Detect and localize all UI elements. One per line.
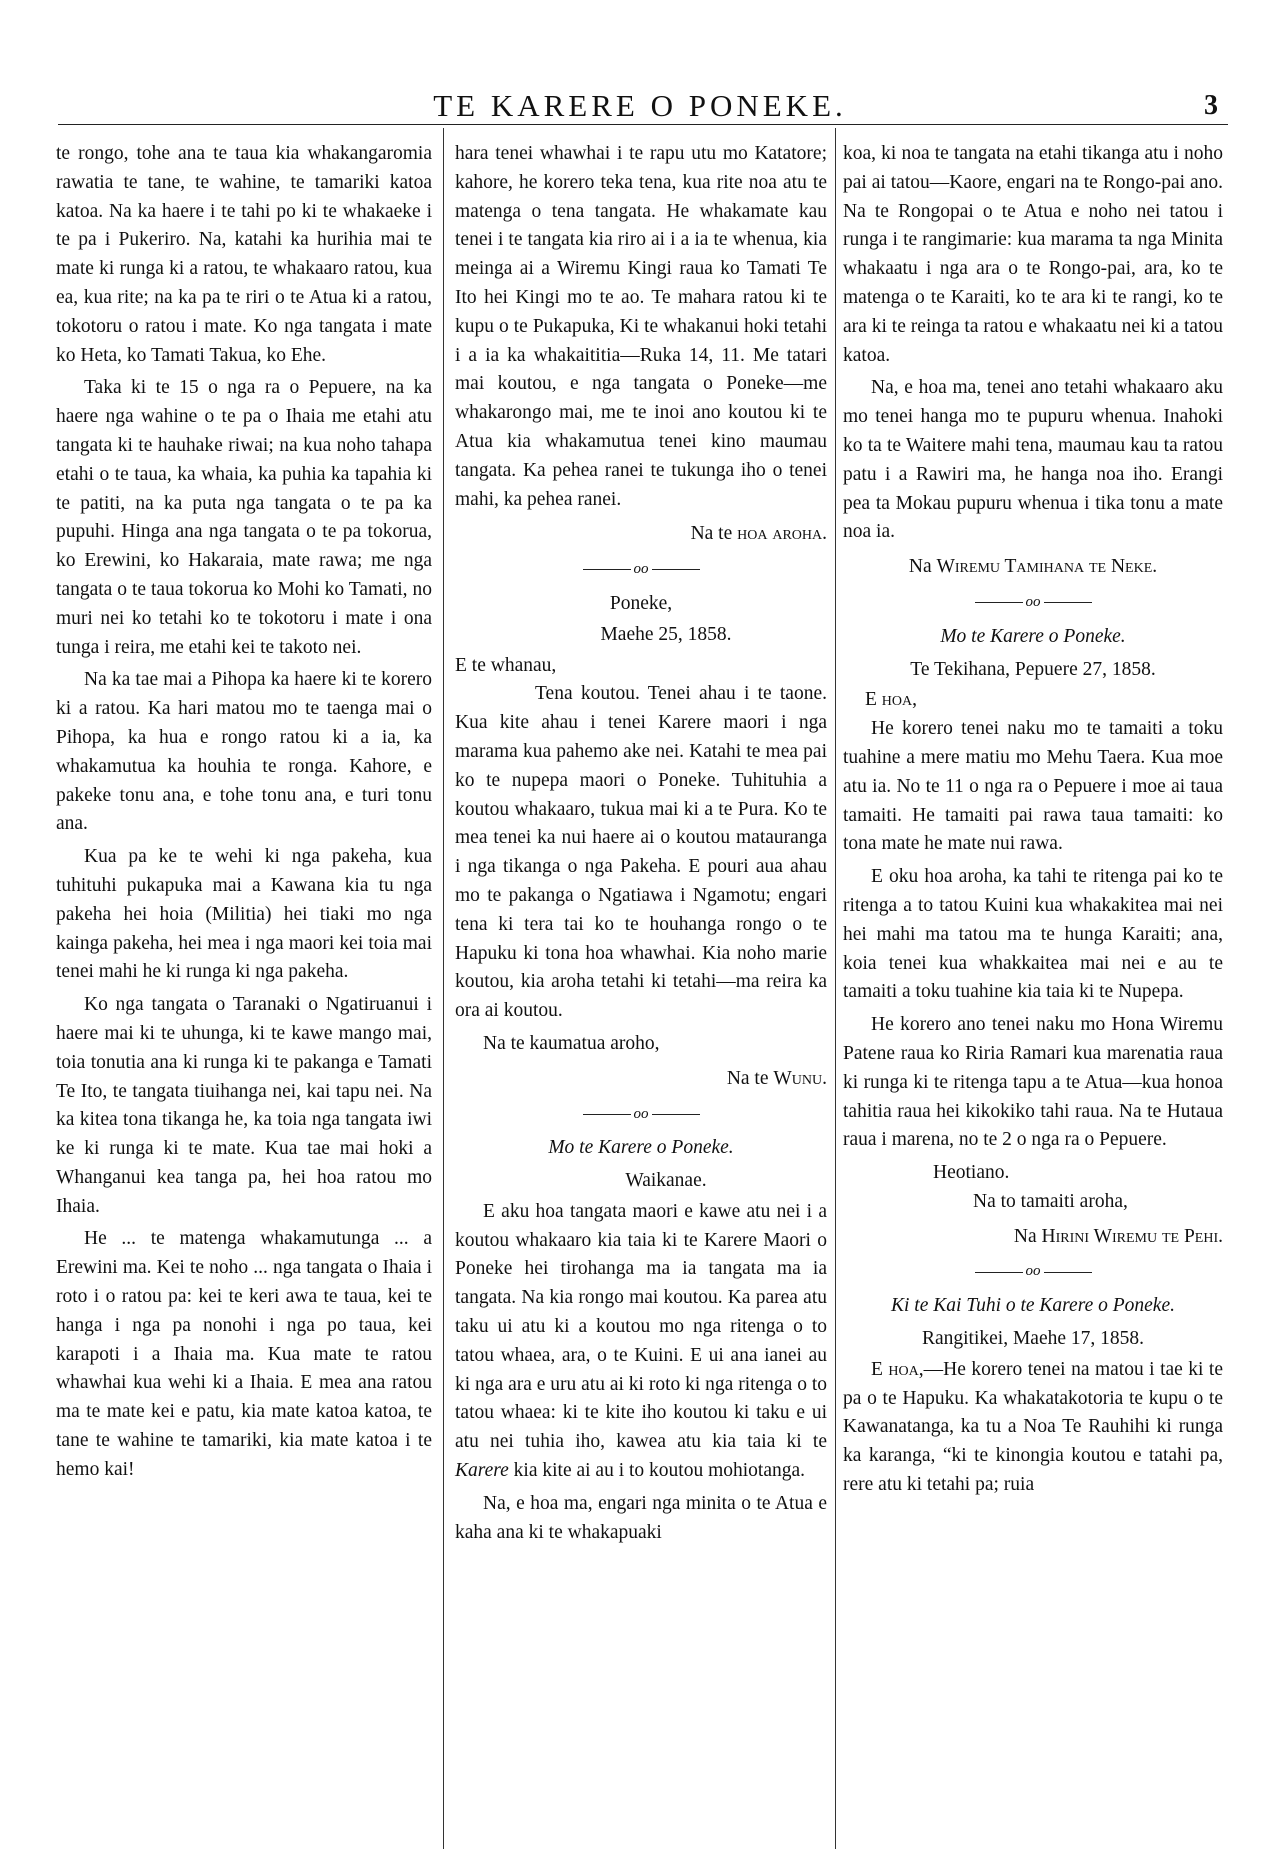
letter-heading: Mo te Karere o Poneke. xyxy=(548,1137,734,1159)
letter-heading: Ki te Kai Tuhi o te Karere o Poneke. xyxy=(891,1295,1175,1317)
greeting: E hoa, xyxy=(865,689,917,711)
signature xyxy=(843,553,1223,582)
paragraph: te rongo, tohe ana te taua kia whakangaromia rawatia te tane, te wahine, te tamariki katoa katoa. Na ka haere i te tahi po ki te whakaeke i te pa i Pukeriro. Na, katahi ka hurihia mai te mate ki runga ki a ratou, te whakaaro ratou, kua ea, kua rite; na ka pa te riri o te Atua ki a ratou, tokotoru o ratou i mate. Ko nga tangata i mate ko Heta, ko Tamati Takua, ko Ehe. xyxy=(56,143,432,366)
separator: oo xyxy=(455,555,827,584)
signature-lead: Na xyxy=(908,556,932,578)
page-number: 3 xyxy=(1204,90,1218,121)
separator: oo xyxy=(843,588,1223,617)
text: E aku hoa tangata maori e kawe atu nei i a koutou whakaaro kia taia ki te Karere Maori o Poneke hei tirohanga ma ia tangata ma ia tangata. Na kia rongo mai koutou. Ka parea atu taku ui atu ki a koutou mo nga ritenga o to tatou whaea, ara, o te Kuini. E ui ana ianei au ki nga ara e uru atu ai ki roto ki nga ritenga o to tatou whaea: ki te kite iho koutou ki taku e ui atu nei tuhia iho, kawea atu kia taia ki te xyxy=(455,1200,828,1453)
paragraph xyxy=(843,1356,1223,1500)
column-divider xyxy=(835,128,836,1849)
text: —He korero tenei na matou i tae ki te pa o te Hapuku. Ka whakatakotoria te kupu o te Kawanatanga, ka tu a Noa Te Rauhihi ki runga ka karanga, “ki te kinongia koutou e tatahi pa, rere atu ki tetahi pa; ruia xyxy=(843,1358,1223,1496)
column-1 xyxy=(56,140,432,1489)
emphasis: Karere xyxy=(455,1460,509,1482)
paragraph: Ko nga tangata o Taranaki o Ngatiruanui i haere mai ki te uhunga, ki te kawe mango mai, toia tonutia ana ki runga ki te pakanga e Tamati Te Ito, te tangata tiuihanga nei, kai tapu nei. Na ka kitea tona tikanga he, ka toia nga tangata iwi ke ki runga ki te mate. Kua tae mai hoki a Whanganui kea tanga pa, hei hoa ratou mo Ihaia. xyxy=(56,994,432,1217)
paragraph: koa, ki noa te tangata na etahi tikanga atu i noho pai ai tatou—Kaore, engari na te Rongo-pai ano. Na te Rongopai o te Atua e noho nei tatou i runga i te rangimarie: kua marama ta nga Minita whakaatu i nga ara o te Rongo-pai, ara, ko te matenga o te Karaiti, ko te ara ki te rangi, ko te ara ki te reinga ta ratou e whakaatu nei ki a tatou katoa. xyxy=(843,143,1223,366)
paragraph: He korero tenei naku mo te tamaiti a toku tuahine a mere matiu mo Mehu Taera. Kua moe atu ia. No te 11 o nga ra o Pepuere i moe ai taua tamaiti. He tamaiti pai rawa taua tamaiti: ko tona mate he mate nui rawa. xyxy=(843,718,1223,855)
greeting: E te whanau, xyxy=(455,654,557,676)
greeting: E hoa, xyxy=(871,1358,924,1380)
paragraph: E oku hoa aroha, ka tahi te ritenga pai ko te ritenga a to tatou Kuini kua whakakitea mai nei hei mahi ma tatou ma te hunga Karaiti; ana, koia tenei kua whakkaitea mai nei e au te tamaiti a toku tuahine kia taia ki te Nupepa. xyxy=(843,866,1223,1003)
column-3 xyxy=(843,140,1223,1504)
signature xyxy=(455,520,827,549)
paragraph: Kua pa ke te wehi ki nga pakeha, kua tuhituhi pukapuka mai a Kawana kia tu nga pakeha hei hoia (Militia) hei tiaki mo nga kainga pakeha, hei mea i nga maori kei toia mai tenei mahi he ki runga ki nga pakeha. xyxy=(56,846,432,983)
dateline-place: Waikanae. xyxy=(625,1170,707,1192)
paragraph: hara tenei whawhai i te rapu utu mo Katatore; kahore, he korero teka tena, kua rite noa atu te matenga o tena tangata. He whakamate kau tenei i te tangata kia riro ai i a ia te whenua, kia meinga ai a Wiremu Kingi raua ko Tamati Te Ito hei Kingi mo te ao. Te mahara ratou ki te kupu o te Pukapuka, Ki te whakanui hoki tetahi i a ia ka whakaititia—Ruka 14, 11. Me tatari mai koutou, e nga tangata o Poneke—me whakarongo mai, me te inoi ano koutou ki te Atua kia whakamutua tenei kino maumau tangata. Ka pehea ranei te tukunga iho o tenei mahi, ka pehea ranei. xyxy=(455,143,827,510)
dateline: Te Tekihana, Pepuere 27, 1858. xyxy=(910,658,1156,680)
signature-lead: Na te xyxy=(726,1067,769,1089)
paragraph: Tena koutou. Tenei ahau i te taone. Kua kite ahau i tenei Karere maori i nga marama kua pahemo ake nei. Katahi te mea pai ko te nupepa maori o Poneke. Tuhituhia a koutou whakaaro, tukua mai ki a te Pura. Ko te mea tenei ka nui haere ai o koutou matauranga i nga tikanga o nga Pakeha. E pouri aua ahau mo te pakanga o Ngatiawa i Ngamotu; engari tena ki tera tai ko te houhanga rongo o te Hapuku ki tona hoa whawhai. Kia noho marie koutou, kia aroha tetahi ki tetahi—ma reira ka ora ai koutou. xyxy=(455,683,827,1022)
column-divider xyxy=(443,128,444,1849)
paragraph: Na, e hoa ma, engari nga minita o te Atua e kaha ana ki te whakapuaki xyxy=(455,1492,827,1543)
paragraph: He ... te matenga whakamutunga ... a Erewini ma. Kei te noho ... nga tangata o Ihaia i roto i o ratou pa: kei te keri awa te taua, kei te hanga i nga pa nonohi i nga po taua, kei karapoti i a Ihaia ma. Kua mate te ratou whawhai kua wehi ki a Ihaia. E mea ana ratou ma te mate kei e patu, kia mate katoa katoa, te tane te wahine te tamariki, kia mate katoa i te hemo kai! xyxy=(56,1228,432,1480)
separator: oo xyxy=(455,1100,827,1129)
closing: Na te kaumatua aroho, xyxy=(483,1032,660,1054)
header-rule xyxy=(58,124,1228,125)
signature-lead: Na xyxy=(1013,1225,1037,1247)
paragraph: Na ka tae mai a Pihopa ka haere ki te korero ki a ratou. Ka hari matou mo te taenga mai o Pihopa, ka hua e rongo ratou ki a ia, ka whakamutua ka houhia te ronga. Kahore, e pakeke tonu ana, e tohe tonu ana, e turi tonu ana. xyxy=(56,669,432,835)
closing: Na to tamaiti aroha, xyxy=(973,1190,1128,1212)
signature-name: Hirini Wiremu te Pehi. xyxy=(1041,1225,1223,1247)
signature-name: hoa aroha. xyxy=(737,523,827,545)
dateline-place: Poneke, xyxy=(609,592,673,614)
signature-name: Wunu. xyxy=(773,1067,827,1089)
signature xyxy=(843,1223,1223,1252)
signature-lead: Na te xyxy=(690,523,733,545)
signature-name: Wiremu Tamihana te Neke. xyxy=(936,556,1158,578)
column-2 xyxy=(455,140,827,1551)
signature xyxy=(455,1065,827,1094)
text: kia kite ai au i to koutou mohiotanga. xyxy=(508,1460,806,1482)
farewell: Heotiano. xyxy=(933,1162,1010,1184)
paragraph: Taka ki te 15 o nga ra o Pepuere, na ka haere nga wahine o te pa o Ihaia me etahi atu tangata ki te hauhake riwai; na kua noho tahapa etahi o te taua, ka whaia, ka puhia ka tapahia ki te patiti, na ka puta nga tangata o te pa ka pupuhi. Hinga ana nga tangata o te pa tokorua, ko Erewini, ko Hakaraia, mate rawa; me nga tangata o te taua tokorua ko Mohi ko Tamati, no muri nei ko tetahi ko te tokotoru i mate i ona tunga i reira, me etahi kei te takoto nei. xyxy=(56,377,432,658)
dateline: Rangitikei, Maehe 17, 1858. xyxy=(921,1328,1145,1350)
letter-heading: Mo te Karere o Poneke. xyxy=(940,625,1126,647)
paragraph xyxy=(455,1198,827,1486)
paragraph: Na, e hoa ma, tenei ano tetahi whakaaro aku mo tenei hanga mo te pupuru whenua. Inahoki ko ta te Waitere mahi tena, maumau kau ta ratou patu i a Rawiri ma, he hanga noa iho. Erangi pea ta Mokau pupuru whenua i tika tonu a mate noa ia. xyxy=(843,377,1223,543)
newspaper-title: TE KARERE O PONEKE. xyxy=(433,88,847,123)
separator: oo xyxy=(843,1257,1223,1286)
dateline-date: Maehe 25, 1858. xyxy=(600,623,732,645)
masthead xyxy=(0,88,1280,128)
paragraph: He korero ano tenei naku mo Hona Wiremu Patene raua ko Riria Ramari kua marenatia raua ki runga ki te ritenga tapu a te Atua—kua honoa tahitia raua hei kikokiko tahi raua. Na te Hutaua raua i marena, no te 2 o nga ra o Pepuere. xyxy=(843,1014,1223,1151)
